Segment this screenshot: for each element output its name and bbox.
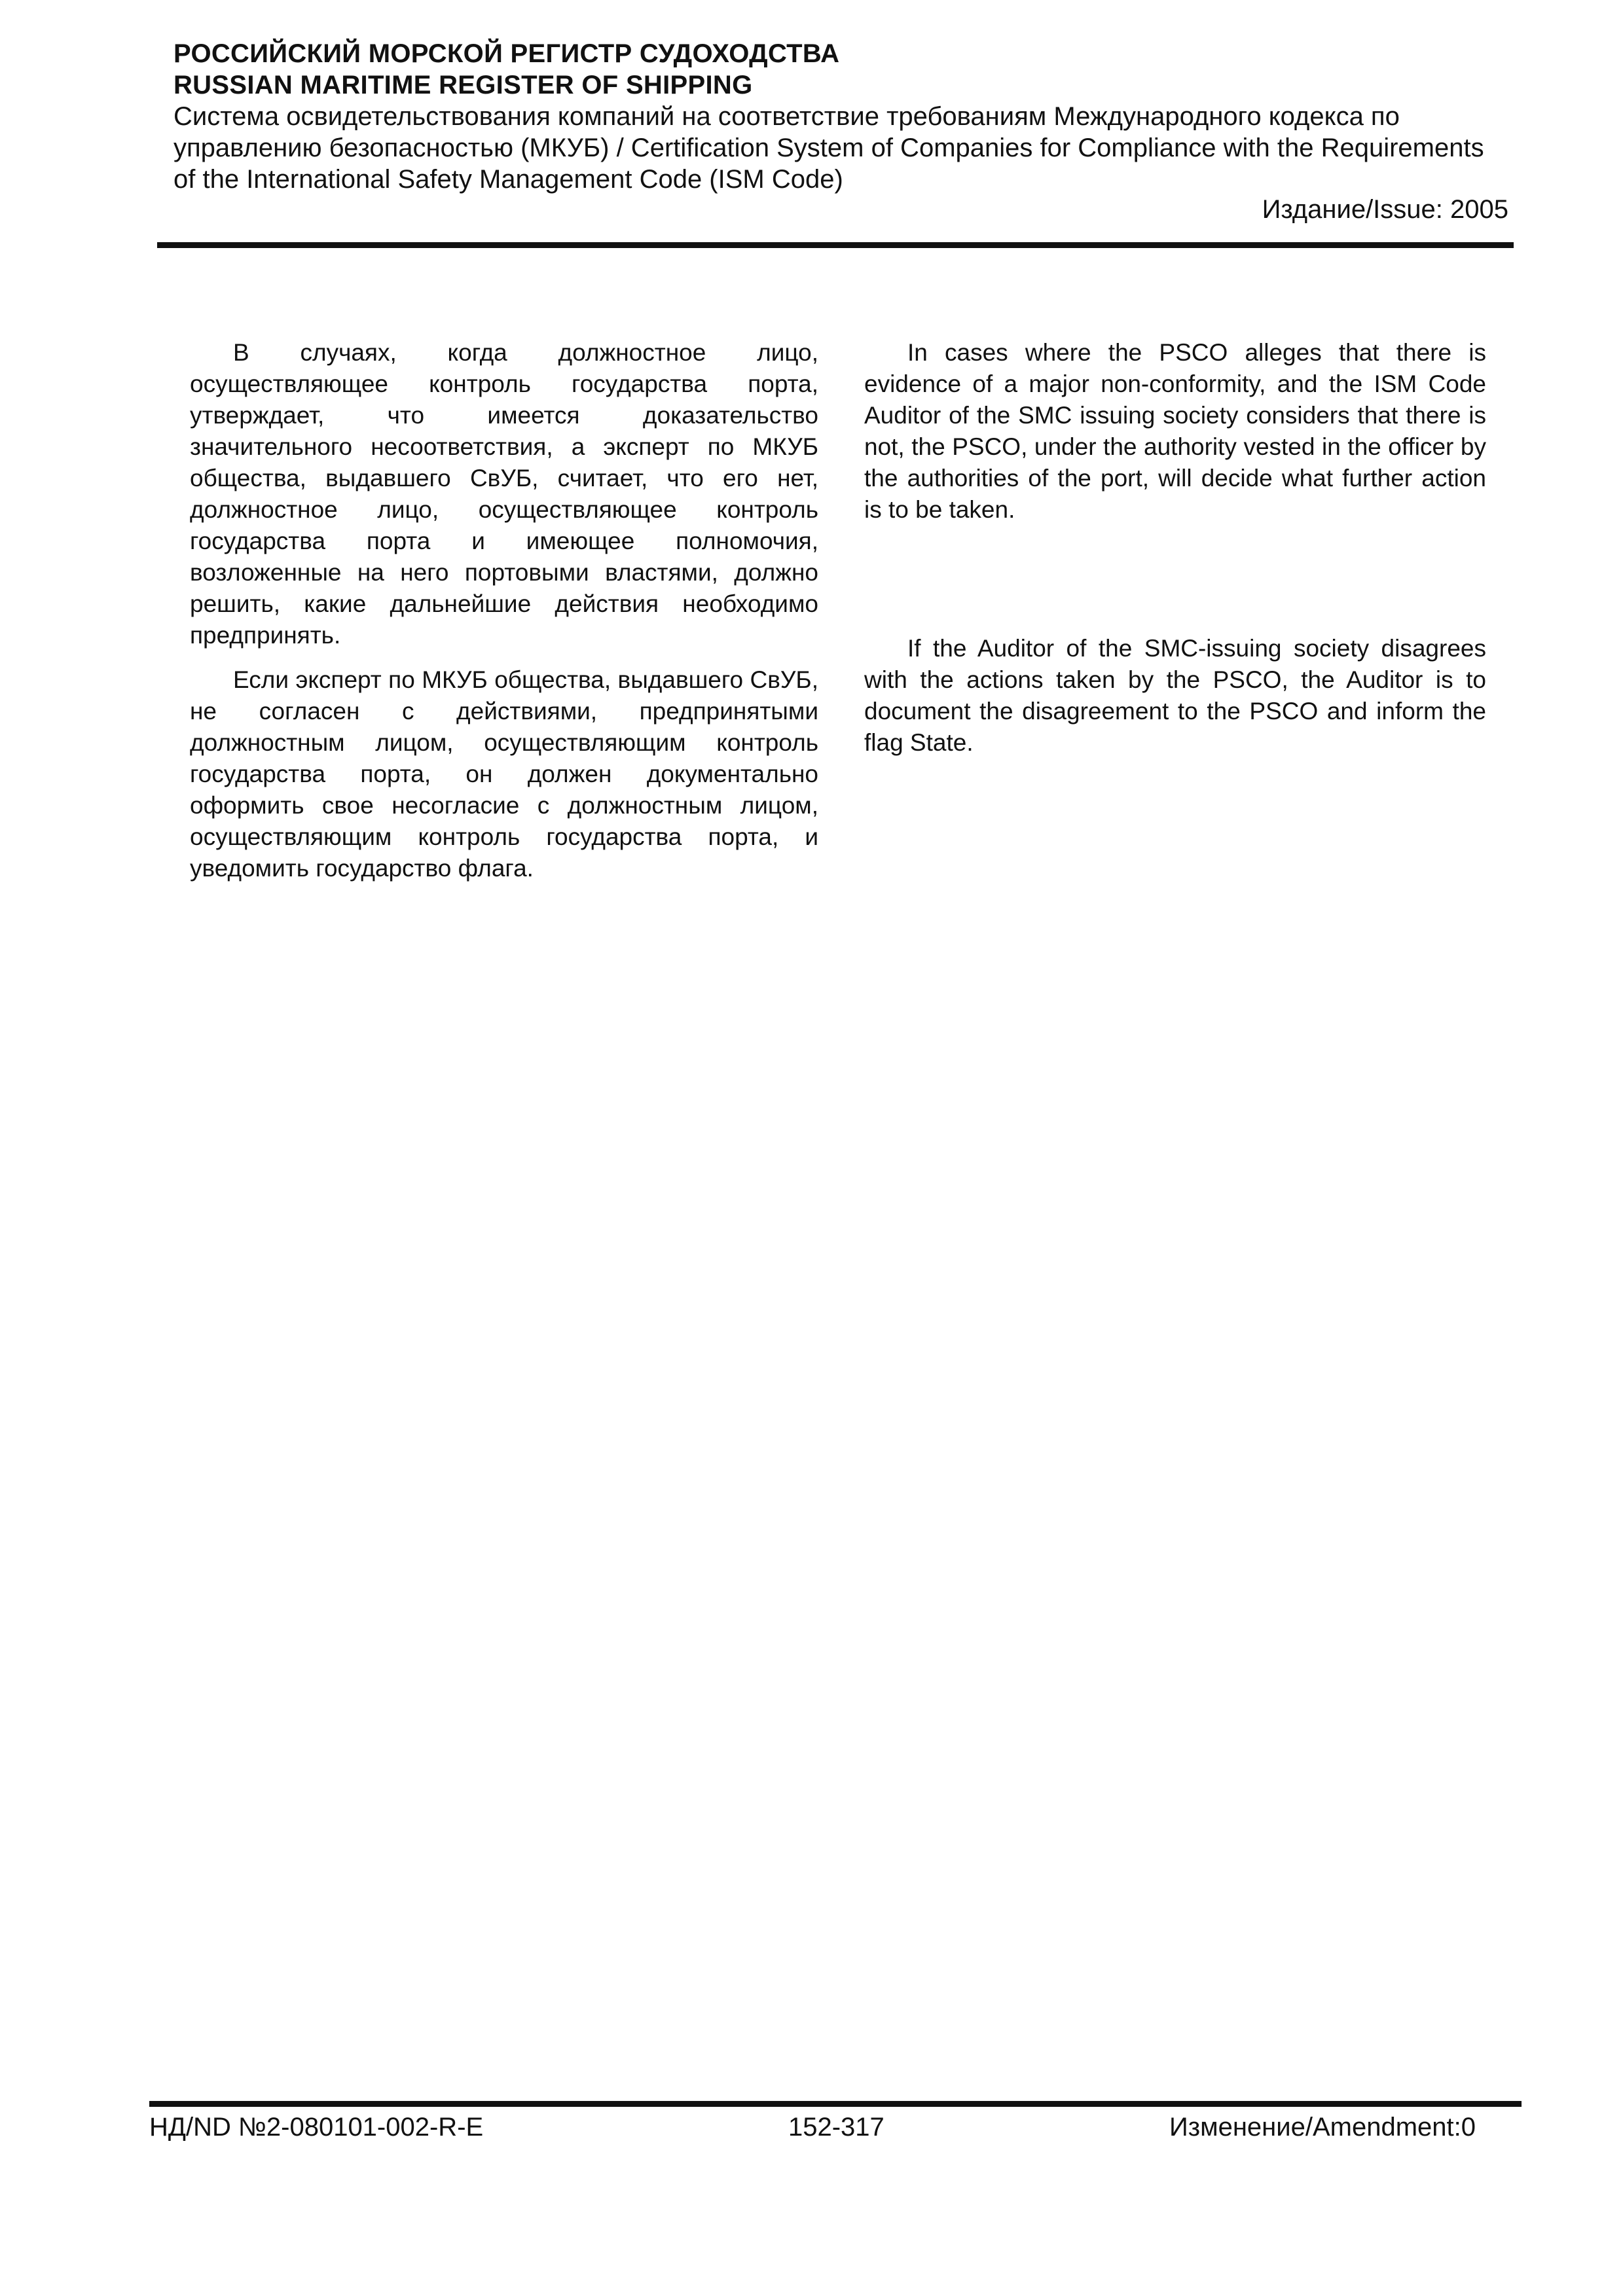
page-header (173, 38, 1503, 195)
footer-divider (149, 2101, 1522, 2107)
footer-amendment: Изменение/Amendment:0 (1169, 2113, 1476, 2142)
paragraph-en-2: If the Auditor of the SMC-issuing society disagrees with the actions taken by the PSCO, the Auditor is to document the disagreement to the PSCO and inform the flag State. (864, 635, 1486, 756)
organization-name-en: RUSSIAN MARITIME REGISTER OF SHIPPING (173, 71, 753, 99)
organization-name-ru: РОССИЙСКИЙ МОРСКОЙ РЕГИСТР СУДОХОДСТВА (173, 39, 840, 68)
column-russian (190, 337, 818, 884)
paragraph-ru-2: Если эксперт по МКУБ общества, выдавшего СвУБ, не согласен с действиями, предпринятыми должностным лицом, осуществляющим контроль государства порта, он должен документально оформить свое несогласие с должностным лицом, осуществляющим контроль государства порта, и уведомить государство флага. (190, 666, 818, 882)
header-divider (157, 242, 1514, 248)
footer-page-number: 152-317 (788, 2113, 884, 2142)
paragraph-ru-1: В случаях, когда должностное лицо, осуществляющее контроль государства порта, утверждает, что имеется доказательство значительного несоответствия, а эксперт по МКУБ общества, выдавшего СвУБ, считает, что его нет, должностное лицо, осуществляющее контроль государства порта и имеющее полномочия, возложенные на него портовыми властями, должно решить, какие дальнейшие действия необходимо предпринять. (190, 339, 818, 649)
footer-document-number: НД/ND №2-080101-002-R-E (149, 2113, 484, 2142)
paragraph-en-1: In cases where the PSCO alleges that there is evidence of a major non-conformity, and the ISM Code Auditor of the SMC issuing society considers that there is not, the PSCO, under the authority vested in the officer by the authorities of the port, will decide what further action is to be taken. (864, 339, 1486, 523)
column-english (864, 337, 1486, 759)
issue-label: Издание/Issue: 2005 (1262, 195, 1508, 224)
document-title: Система освидетельствования компаний на соответствие требованиям Международного кодекса по управлению безопасностью (МКУБ) / Certification System of Companies for Compliance with the Requirements of the International Safety Management Code (ISM Code) (173, 102, 1484, 194)
